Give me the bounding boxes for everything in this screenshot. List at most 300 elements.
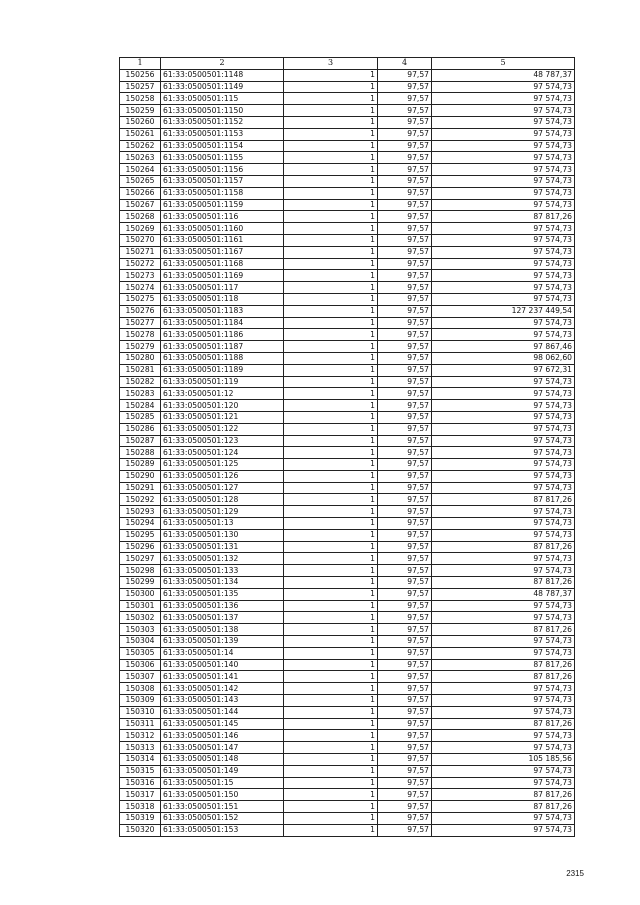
cadastral-number-cell: 61:33:0500501:146 — [161, 730, 284, 742]
quantity-cell: 1 — [284, 400, 378, 412]
table-row — [120, 270, 575, 282]
quantity-cell: 1 — [284, 305, 378, 317]
cadastral-number-cell: 61:33:0500501:1153 — [161, 128, 284, 140]
quantity-cell: 1 — [284, 223, 378, 235]
value-cell: 97 574,73 — [432, 199, 575, 211]
rate-cell: 97,57 — [378, 211, 432, 223]
cadastral-number-cell: 61:33:0500501:1189 — [161, 364, 284, 376]
cadastral-number-cell: 61:33:0500501:126 — [161, 470, 284, 482]
value-cell: 87 817,26 — [432, 541, 575, 553]
table-row — [120, 765, 575, 777]
row-number-cell: 150294 — [120, 518, 161, 530]
row-number-cell: 150295 — [120, 529, 161, 541]
value-cell: 97 574,73 — [432, 270, 575, 282]
value-cell: 97 672,31 — [432, 364, 575, 376]
column-header-4: 4 — [378, 58, 432, 70]
cadastral-number-cell: 61:33:0500501:138 — [161, 624, 284, 636]
table-row — [120, 577, 575, 589]
table-row — [120, 105, 575, 117]
quantity-cell: 1 — [284, 152, 378, 164]
table-row — [120, 742, 575, 754]
quantity-cell: 1 — [284, 518, 378, 530]
value-cell: 97 574,73 — [432, 777, 575, 789]
rate-cell: 97,57 — [378, 282, 432, 294]
table-row — [120, 164, 575, 176]
row-number-cell: 150314 — [120, 754, 161, 766]
quantity-cell: 1 — [284, 754, 378, 766]
value-cell: 97 574,73 — [432, 152, 575, 164]
table-row — [120, 470, 575, 482]
row-number-cell: 150292 — [120, 494, 161, 506]
row-number-cell: 150289 — [120, 459, 161, 471]
value-cell: 97 574,73 — [432, 164, 575, 176]
value-cell: 97 574,73 — [432, 695, 575, 707]
quantity-cell: 1 — [284, 93, 378, 105]
rate-cell: 97,57 — [378, 246, 432, 258]
value-cell: 97 574,73 — [432, 329, 575, 341]
column-header-1: 1 — [120, 58, 161, 70]
table-row — [120, 506, 575, 518]
quantity-cell: 1 — [284, 659, 378, 671]
rate-cell: 97,57 — [378, 541, 432, 553]
quantity-cell: 1 — [284, 494, 378, 506]
row-number-cell: 150269 — [120, 223, 161, 235]
row-number-cell: 150313 — [120, 742, 161, 754]
table-row — [120, 588, 575, 600]
quantity-cell: 1 — [284, 187, 378, 199]
quantity-cell: 1 — [284, 529, 378, 541]
row-number-cell: 150303 — [120, 624, 161, 636]
table-row — [120, 152, 575, 164]
rate-cell: 97,57 — [378, 116, 432, 128]
quantity-cell: 1 — [284, 459, 378, 471]
value-cell: 97 574,73 — [432, 447, 575, 459]
value-cell: 105 185,56 — [432, 754, 575, 766]
rate-cell: 97,57 — [378, 376, 432, 388]
table-row — [120, 777, 575, 789]
row-number-cell: 150315 — [120, 765, 161, 777]
rate-cell: 97,57 — [378, 730, 432, 742]
cadastral-number-cell: 61:33:0500501:145 — [161, 718, 284, 730]
table-row — [120, 258, 575, 270]
quantity-cell: 1 — [284, 105, 378, 117]
cadastral-number-cell: 61:33:0500501:1187 — [161, 341, 284, 353]
value-cell: 87 817,26 — [432, 718, 575, 730]
cadastral-number-cell: 61:33:0500501:1155 — [161, 152, 284, 164]
rate-cell: 97,57 — [378, 565, 432, 577]
row-number-cell: 150281 — [120, 364, 161, 376]
cadastral-number-cell: 61:33:0500501:1154 — [161, 140, 284, 152]
row-number-cell: 150317 — [120, 789, 161, 801]
value-cell: 97 574,73 — [432, 612, 575, 624]
rate-cell: 97,57 — [378, 683, 432, 695]
cadastral-number-cell: 61:33:0500501:121 — [161, 411, 284, 423]
value-cell: 97 574,73 — [432, 423, 575, 435]
value-cell: 87 817,26 — [432, 659, 575, 671]
row-number-cell: 150300 — [120, 588, 161, 600]
value-cell: 87 817,26 — [432, 624, 575, 636]
quantity-cell: 1 — [284, 777, 378, 789]
row-number-cell: 150284 — [120, 400, 161, 412]
quantity-cell: 1 — [284, 470, 378, 482]
quantity-cell: 1 — [284, 565, 378, 577]
table-row — [120, 494, 575, 506]
cadastral-number-cell: 61:33:0500501:1149 — [161, 81, 284, 93]
table-row — [120, 69, 575, 81]
cadastral-number-cell: 61:33:0500501:116 — [161, 211, 284, 223]
row-number-cell: 150297 — [120, 553, 161, 565]
cadastral-number-cell: 61:33:0500501:131 — [161, 541, 284, 553]
row-number-cell: 150288 — [120, 447, 161, 459]
cadastral-number-cell: 61:33:0500501:115 — [161, 93, 284, 105]
value-cell: 97 574,73 — [432, 600, 575, 612]
cadastral-number-cell: 61:33:0500501:130 — [161, 529, 284, 541]
quantity-cell: 1 — [284, 199, 378, 211]
rate-cell: 97,57 — [378, 506, 432, 518]
value-cell: 97 574,73 — [432, 246, 575, 258]
row-number-cell: 150259 — [120, 105, 161, 117]
quantity-cell: 1 — [284, 636, 378, 648]
value-cell: 97 574,73 — [432, 506, 575, 518]
cadastral-number-cell: 61:33:0500501:1156 — [161, 164, 284, 176]
table-row — [120, 518, 575, 530]
value-cell: 97 574,73 — [432, 105, 575, 117]
table-row — [120, 116, 575, 128]
rate-cell: 97,57 — [378, 671, 432, 683]
table-row — [120, 459, 575, 471]
table-row — [120, 813, 575, 825]
quantity-cell: 1 — [284, 270, 378, 282]
row-number-cell: 150299 — [120, 577, 161, 589]
row-number-cell: 150257 — [120, 81, 161, 93]
quantity-cell: 1 — [284, 116, 378, 128]
rate-cell: 97,57 — [378, 187, 432, 199]
value-cell: 97 574,73 — [432, 435, 575, 447]
table-row — [120, 706, 575, 718]
quantity-cell: 1 — [284, 293, 378, 305]
quantity-cell: 1 — [284, 683, 378, 695]
value-cell: 97 574,73 — [432, 636, 575, 648]
column-header-3: 3 — [284, 58, 378, 70]
quantity-cell: 1 — [284, 411, 378, 423]
row-number-cell: 150291 — [120, 482, 161, 494]
quantity-cell: 1 — [284, 647, 378, 659]
row-number-cell: 150266 — [120, 187, 161, 199]
value-cell: 97 574,73 — [432, 282, 575, 294]
value-cell: 97 574,73 — [432, 683, 575, 695]
rate-cell: 97,57 — [378, 742, 432, 754]
rate-cell: 97,57 — [378, 329, 432, 341]
cadastral-number-cell: 61:33:0500501:1152 — [161, 116, 284, 128]
table-row — [120, 352, 575, 364]
cadastral-number-cell: 61:33:0500501:133 — [161, 565, 284, 577]
row-number-cell: 150311 — [120, 718, 161, 730]
cadastral-number-cell: 61:33:0500501:127 — [161, 482, 284, 494]
row-number-cell: 150267 — [120, 199, 161, 211]
table-row — [120, 718, 575, 730]
table-row — [120, 553, 575, 565]
quantity-cell: 1 — [284, 706, 378, 718]
rate-cell: 97,57 — [378, 128, 432, 140]
rate-cell: 97,57 — [378, 140, 432, 152]
rate-cell: 97,57 — [378, 612, 432, 624]
row-number-cell: 150278 — [120, 329, 161, 341]
quantity-cell: 1 — [284, 765, 378, 777]
cadastral-number-cell: 61:33:0500501:149 — [161, 765, 284, 777]
value-cell: 127 237 449,54 — [432, 305, 575, 317]
quantity-cell: 1 — [284, 730, 378, 742]
value-cell: 97 867,46 — [432, 341, 575, 353]
rate-cell: 97,57 — [378, 553, 432, 565]
cadastral-number-cell: 61:33:0500501:144 — [161, 706, 284, 718]
cadastral-number-cell: 61:33:0500501:151 — [161, 801, 284, 813]
cadastral-number-cell: 61:33:0500501:143 — [161, 695, 284, 707]
rate-cell: 97,57 — [378, 164, 432, 176]
table-row — [120, 411, 575, 423]
quantity-cell: 1 — [284, 435, 378, 447]
table-row — [120, 93, 575, 105]
table-row — [120, 364, 575, 376]
value-cell: 97 574,73 — [432, 553, 575, 565]
row-number-cell: 150265 — [120, 175, 161, 187]
table-row — [120, 789, 575, 801]
table-row — [120, 801, 575, 813]
rate-cell: 97,57 — [378, 824, 432, 836]
rate-cell: 97,57 — [378, 482, 432, 494]
rate-cell: 97,57 — [378, 105, 432, 117]
cadastral-number-cell: 61:33:0500501:148 — [161, 754, 284, 766]
column-header-5: 5 — [432, 58, 575, 70]
quantity-cell: 1 — [284, 742, 378, 754]
table-row — [120, 282, 575, 294]
table-row — [120, 683, 575, 695]
row-number-cell: 150307 — [120, 671, 161, 683]
row-number-cell: 150256 — [120, 69, 161, 81]
cadastral-number-cell: 61:33:0500501:1184 — [161, 317, 284, 329]
table-row — [120, 671, 575, 683]
quantity-cell: 1 — [284, 482, 378, 494]
quantity-cell: 1 — [284, 671, 378, 683]
cadastral-number-cell: 61:33:0500501:1186 — [161, 329, 284, 341]
row-number-cell: 150319 — [120, 813, 161, 825]
cadastral-number-cell: 61:33:0500501:132 — [161, 553, 284, 565]
row-number-cell: 150312 — [120, 730, 161, 742]
value-cell: 97 574,73 — [432, 529, 575, 541]
quantity-cell: 1 — [284, 128, 378, 140]
rate-cell: 97,57 — [378, 175, 432, 187]
row-number-cell: 150282 — [120, 376, 161, 388]
row-number-cell: 150310 — [120, 706, 161, 718]
table-row — [120, 565, 575, 577]
value-cell: 98 062,60 — [432, 352, 575, 364]
cadastral-number-cell: 61:33:0500501:153 — [161, 824, 284, 836]
quantity-cell: 1 — [284, 352, 378, 364]
table-row — [120, 636, 575, 648]
table-row — [120, 541, 575, 553]
cadastral-number-cell: 61:33:0500501:1160 — [161, 223, 284, 235]
value-cell: 97 574,73 — [432, 175, 575, 187]
rate-cell: 97,57 — [378, 624, 432, 636]
table-row — [120, 223, 575, 235]
cadastral-number-cell: 61:33:0500501:136 — [161, 600, 284, 612]
table-row — [120, 612, 575, 624]
table-row — [120, 600, 575, 612]
table-row — [120, 175, 575, 187]
cadastral-number-cell: 61:33:0500501:120 — [161, 400, 284, 412]
value-cell: 97 574,73 — [432, 223, 575, 235]
quantity-cell: 1 — [284, 258, 378, 270]
value-cell: 97 574,73 — [432, 317, 575, 329]
value-cell: 87 817,26 — [432, 671, 575, 683]
rate-cell: 97,57 — [378, 93, 432, 105]
cadastral-number-cell: 61:33:0500501:12 — [161, 388, 284, 400]
quantity-cell: 1 — [284, 341, 378, 353]
row-number-cell: 150285 — [120, 411, 161, 423]
cadastral-number-cell: 61:33:0500501:1183 — [161, 305, 284, 317]
row-number-cell: 150293 — [120, 506, 161, 518]
rate-cell: 97,57 — [378, 223, 432, 235]
row-number-cell: 150272 — [120, 258, 161, 270]
quantity-cell: 1 — [284, 624, 378, 636]
value-cell: 97 574,73 — [432, 706, 575, 718]
cadastral-value-table — [119, 57, 575, 837]
value-cell: 97 574,73 — [432, 234, 575, 246]
rate-cell: 97,57 — [378, 81, 432, 93]
rate-cell: 97,57 — [378, 258, 432, 270]
rate-cell: 97,57 — [378, 765, 432, 777]
quantity-cell: 1 — [284, 600, 378, 612]
row-number-cell: 150309 — [120, 695, 161, 707]
cadastral-number-cell: 61:33:0500501:13 — [161, 518, 284, 530]
table-row — [120, 624, 575, 636]
quantity-cell: 1 — [284, 246, 378, 258]
value-cell: 97 574,73 — [432, 258, 575, 270]
cadastral-number-cell: 61:33:0500501:135 — [161, 588, 284, 600]
cadastral-number-cell: 61:33:0500501:141 — [161, 671, 284, 683]
value-cell: 97 574,73 — [432, 824, 575, 836]
value-cell: 97 574,73 — [432, 411, 575, 423]
row-number-cell: 150260 — [120, 116, 161, 128]
value-cell: 97 574,73 — [432, 81, 575, 93]
cadastral-number-cell: 61:33:0500501:118 — [161, 293, 284, 305]
table-row — [120, 211, 575, 223]
rate-cell: 97,57 — [378, 494, 432, 506]
rate-cell: 97,57 — [378, 411, 432, 423]
rate-cell: 97,57 — [378, 435, 432, 447]
table-row — [120, 341, 575, 353]
table-row — [120, 305, 575, 317]
quantity-cell: 1 — [284, 695, 378, 707]
table-row — [120, 376, 575, 388]
cadastral-number-cell: 61:33:0500501:1159 — [161, 199, 284, 211]
value-cell: 97 574,73 — [432, 470, 575, 482]
quantity-cell: 1 — [284, 588, 378, 600]
rate-cell: 97,57 — [378, 706, 432, 718]
row-number-cell: 150274 — [120, 282, 161, 294]
table-row — [120, 754, 575, 766]
cadastral-number-cell: 61:33:0500501:1157 — [161, 175, 284, 187]
value-cell: 97 574,73 — [432, 140, 575, 152]
cadastral-number-cell: 61:33:0500501:122 — [161, 423, 284, 435]
value-cell: 97 574,73 — [432, 565, 575, 577]
value-cell: 87 817,26 — [432, 211, 575, 223]
table-row — [120, 647, 575, 659]
rate-cell: 97,57 — [378, 754, 432, 766]
rate-cell: 97,57 — [378, 459, 432, 471]
rate-cell: 97,57 — [378, 529, 432, 541]
cadastral-number-cell: 61:33:0500501:1161 — [161, 234, 284, 246]
quantity-cell: 1 — [284, 388, 378, 400]
rate-cell: 97,57 — [378, 470, 432, 482]
row-number-cell: 150287 — [120, 435, 161, 447]
quantity-cell: 1 — [284, 69, 378, 81]
cadastral-number-cell: 61:33:0500501:14 — [161, 647, 284, 659]
row-number-cell: 150298 — [120, 565, 161, 577]
value-cell: 97 574,73 — [432, 730, 575, 742]
rate-cell: 97,57 — [378, 636, 432, 648]
value-cell: 97 574,73 — [432, 813, 575, 825]
value-cell: 97 574,73 — [432, 93, 575, 105]
row-number-cell: 150268 — [120, 211, 161, 223]
table-row — [120, 293, 575, 305]
cadastral-number-cell: 61:33:0500501:129 — [161, 506, 284, 518]
table-body — [120, 69, 575, 836]
table-row — [120, 199, 575, 211]
quantity-cell: 1 — [284, 577, 378, 589]
row-number-cell: 150280 — [120, 352, 161, 364]
row-number-cell: 150279 — [120, 341, 161, 353]
row-number-cell: 150258 — [120, 93, 161, 105]
table-row — [120, 187, 575, 199]
row-number-cell: 150277 — [120, 317, 161, 329]
rate-cell: 97,57 — [378, 352, 432, 364]
cadastral-number-cell: 61:33:0500501:150 — [161, 789, 284, 801]
table-row — [120, 482, 575, 494]
quantity-cell: 1 — [284, 612, 378, 624]
rate-cell: 97,57 — [378, 152, 432, 164]
row-number-cell: 150263 — [120, 152, 161, 164]
value-cell: 97 574,73 — [432, 116, 575, 128]
row-number-cell: 150306 — [120, 659, 161, 671]
table-header-row — [120, 58, 575, 70]
table-row — [120, 695, 575, 707]
page-number: 2315 — [566, 869, 584, 878]
rate-cell: 97,57 — [378, 423, 432, 435]
table-row — [120, 529, 575, 541]
value-cell: 97 574,73 — [432, 482, 575, 494]
value-cell: 97 574,73 — [432, 647, 575, 659]
rate-cell: 97,57 — [378, 199, 432, 211]
rate-cell: 97,57 — [378, 789, 432, 801]
value-cell: 97 574,73 — [432, 187, 575, 199]
row-number-cell: 150273 — [120, 270, 161, 282]
rate-cell: 97,57 — [378, 341, 432, 353]
cadastral-number-cell: 61:33:0500501:139 — [161, 636, 284, 648]
cadastral-number-cell: 61:33:0500501:1148 — [161, 69, 284, 81]
value-cell: 97 574,73 — [432, 518, 575, 530]
quantity-cell: 1 — [284, 824, 378, 836]
rate-cell: 97,57 — [378, 718, 432, 730]
cadastral-number-cell: 61:33:0500501:1167 — [161, 246, 284, 258]
rate-cell: 97,57 — [378, 518, 432, 530]
cadastral-number-cell: 61:33:0500501:117 — [161, 282, 284, 294]
cadastral-number-cell: 61:33:0500501:1158 — [161, 187, 284, 199]
cadastral-number-cell: 61:33:0500501:1150 — [161, 105, 284, 117]
cadastral-number-cell: 61:33:0500501:15 — [161, 777, 284, 789]
cadastral-number-cell: 61:33:0500501:119 — [161, 376, 284, 388]
table-row — [120, 140, 575, 152]
value-cell: 97 574,73 — [432, 388, 575, 400]
